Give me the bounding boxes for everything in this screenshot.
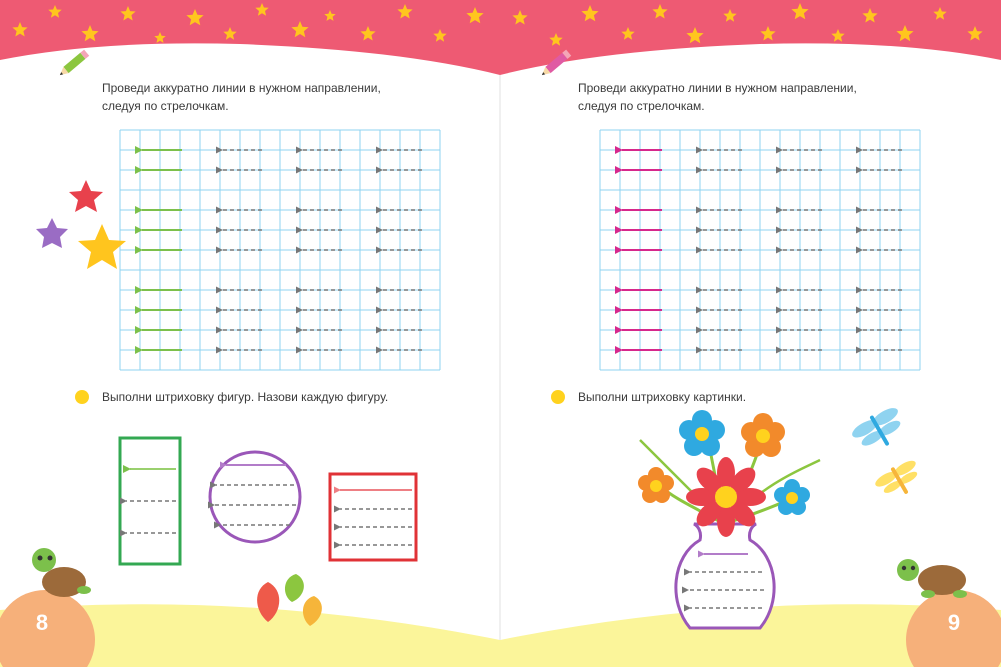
- turtle-illustration-left: [32, 548, 91, 597]
- left-page: [32, 50, 440, 626]
- header-band: [0, 0, 1001, 75]
- dragonfly-blue: [848, 403, 910, 458]
- flower-orange-small: [638, 467, 674, 503]
- shape-rectangle-red: [330, 474, 416, 560]
- flower-blue-small: [774, 479, 810, 515]
- pencil-icon: [57, 50, 89, 79]
- task1-text-line2: следуя по стрелочкам.: [578, 99, 705, 113]
- task2-text: Выполни штриховку фигур. Назови каждую фигуру.: [102, 390, 389, 404]
- page-number-left: 8: [35, 610, 49, 635]
- bullet-icon: [75, 390, 89, 404]
- vase-outline: [676, 524, 774, 628]
- task1-text-line2: следуя по стрелочкам.: [102, 99, 229, 113]
- page-number-right: 9: [947, 610, 961, 635]
- flower-vase-picture: [638, 410, 820, 628]
- task1-text-line1: Проведи аккуратно линии в нужном направлении,: [102, 81, 381, 95]
- patterned-star-yellow: [78, 224, 126, 269]
- dragonfly-yellow: [872, 456, 927, 505]
- right-page: [539, 50, 967, 628]
- bullet-icon: [551, 390, 565, 404]
- patterned-star-red: [69, 180, 103, 212]
- task1-text-line1: Проведи аккуратно линии в нужном направлении,: [578, 81, 857, 95]
- patterned-star-purple: [36, 218, 68, 248]
- flower-orange: [741, 413, 785, 457]
- shape-rectangle-green: [120, 438, 180, 564]
- flower-blue: [679, 410, 725, 456]
- task2-text: Выполни штриховку картинки.: [578, 390, 747, 404]
- turtle-illustration-right: [897, 559, 967, 598]
